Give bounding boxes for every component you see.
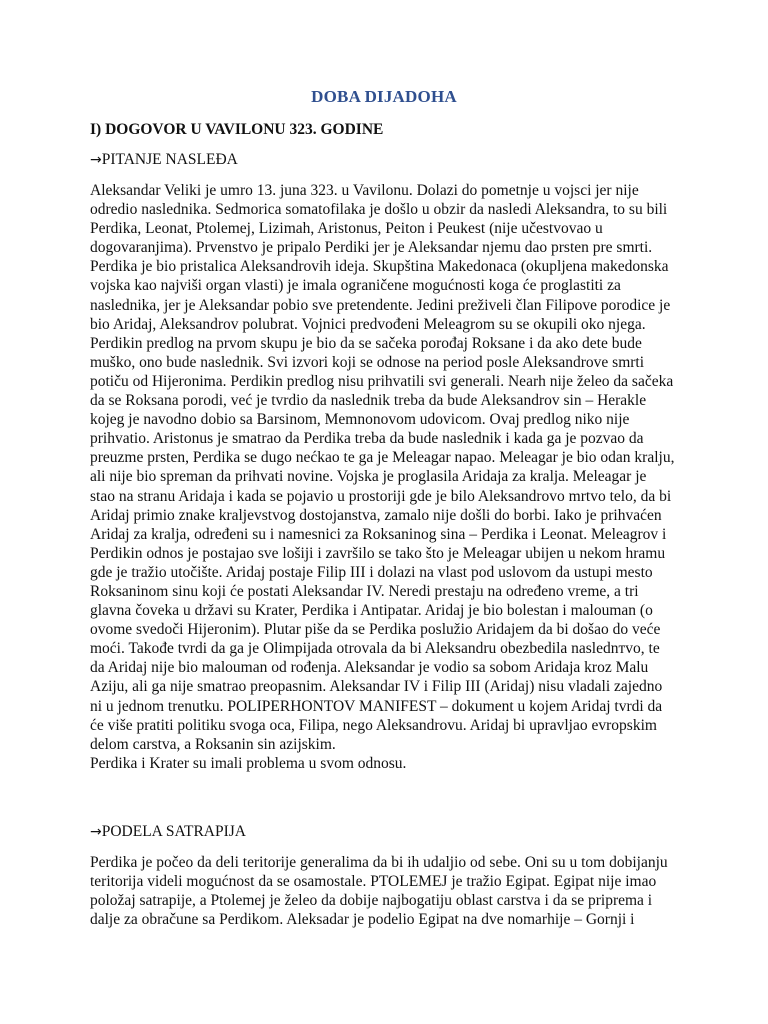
text-line: preuzme prsten, Perdika se dugo nećkao te ga je Meleagar napao. Meleagar je bio odan kralju, xyxy=(90,449,675,467)
text-line: će više pratiti politiku svoga oca, Filipa, nego Aleksandrovu. Aridaj bi upravljao evropskim xyxy=(90,716,657,734)
section-2-body xyxy=(90,853,675,929)
text-line: vojska kao najviši organ vlasti) je imala ograničene mogućnosti koga će proglastiti za xyxy=(90,277,621,295)
text-line: Perdikin odnos je postajao sve lošiji i završilo se tako što je Meleagar ubijen u nekom hramu xyxy=(90,544,666,562)
text-line: Perdika je počeo da deli teritorije generalima da bi ih udaljio od sebe. Oni su u tom dobijanju xyxy=(90,854,668,871)
text-line: Aziju, ali ga nije smatrao preopasnim. Aleksandar IV i Filip III (Aridaj) nisu vladali zajedno xyxy=(90,678,663,696)
text-line: položaj satrapije, a Ptolemej je želeo da dobije najbogatiju oblast carstva i da se priprema i xyxy=(90,892,653,910)
text-line: stao na stranu Aridaja i kada se pojavio u prostoriji gde je bilo Aleksandrovo mrtvo telo, da bi xyxy=(90,487,672,505)
text-line: ovome svedoči Hijeronim). Plutar piše da se Perdika poslužio Aridajem da bi došao do veće xyxy=(90,621,661,639)
text-line: moći. Takođe tvrdi da ga je Olimpijada otrovala da bi Aleksandru obezbedila naslednтvo, te xyxy=(90,640,660,658)
text-line: naslednika, jer je Aleksandar pobio sve pretendente. Jedini preživeli član Filipove porodice je xyxy=(90,296,671,314)
text-line: kojeg je navodno dobio sa Barsinom, Memnonovom udovicom. Ovaj predlog niko nije xyxy=(90,411,630,429)
text-line: Perdikin predlog na prvom skupu je bio da se sačeka porođaj Roksane i da ako dete bude xyxy=(90,334,642,352)
text-line: Perdika, Leonat, Ptolemej, Lizimah, Aristonus, Peiton i Peukest (nije učestvovao u xyxy=(90,220,603,238)
arrow-right-icon: → xyxy=(90,152,102,168)
section-heading-podela-satrapija xyxy=(90,823,246,841)
text-line: Roksaninom sinu koji će postati Aleksandar IV. Neredi prestaju na određeno vreme, a tri xyxy=(90,582,639,600)
text-line: prihvatio. Aristonus je smatrao da Perdika treba da bude naslednik i kada ga je pozvao da xyxy=(90,430,644,448)
section-label: PODELA SATRAPIJA xyxy=(101,823,246,840)
text-line: dalje za obračune sa Perdikom. Aleksadar je podelio Egipat na dve nomarhije – Gornji i xyxy=(90,911,635,929)
text-line: potiču od Hijeronima. Perdikin predlog nisu prihvatili svi generali. Nearh nije želeo da sačeka xyxy=(90,372,674,390)
text-line: gde je tražio utočište. Aridaj postaje Filip III i dolazi na vlast pod uslovom da ustupi mesto xyxy=(90,563,653,581)
text-line: Aridaj primio znake kraljevstvog dostojanstva, zamalo nije došli do borbi. Iako je prihvaćen xyxy=(90,506,662,524)
arrow-right-icon: → xyxy=(90,824,102,840)
section-label: PITANJE NASLEĐA xyxy=(101,151,238,168)
text-line: ni u jednom trenutku. POLIPERHONTOV MANIFEST – dokument u kojem Aridaj tvrdi da xyxy=(90,697,663,715)
text-line: odredio naslednika. Sedmorica somatofilaka je došlo u obzir da nasledi Aleksandra, to su bili xyxy=(90,201,668,219)
text-line: ali nije bio spreman da prihvati novine. Vojska je proglasila Aridaja za kralja. Meleagar je xyxy=(90,468,647,486)
chapter-heading: I) DOGOVOR U VAVILONU 323. GODINE xyxy=(90,121,384,138)
text-line: Aridaj za kralja, određeni su i namesnici za Roksaninog sina – Perdika i Leonat. Meleagrov i xyxy=(90,525,667,543)
text-line: delom carstva, a Roksanin sin azijskim. xyxy=(90,735,336,753)
text-line: teritorija videli mogućnost da se osamostale. PTOLEMEJ je tražio Egipat. Egipat nije imao xyxy=(90,873,657,891)
section-heading-pitanje-nasleda xyxy=(90,151,238,169)
document-title: DOBA DIJADOHA xyxy=(311,87,457,106)
text-line: dogovaranjima). Prvenstvo je pripalo Perdiki jer je Aleksandar njemu dao prsten pre smrti. xyxy=(90,239,653,257)
text-line: glavna čoveka u državi su Krater, Perdika i Antipatar. Aridaj je bio bolestan i malouman (o xyxy=(90,602,653,620)
text-line: Perdika je bio pristalica Aleksandrovih ideja. Skupština Makedonaca (okupljena makedonska xyxy=(90,258,669,276)
text-line: bio Aridaj, Aleksandrov polubrat. Vojnici predvođeni Meleagrom su se okupili oko njega. xyxy=(90,315,646,333)
text-line: Aleksandar Veliki je umro 13. juna 323. u Vavilonu. Dolazi do pometnje u vojsci jer nije xyxy=(90,182,639,199)
text-line: muško, ono bude naslednik. Svi izvori koji se odnose na period posle Aleksandrove smrti xyxy=(90,353,645,371)
text-line: da Aridaj nije bio malouman od rođenja. Aleksandar je vodio sa sobom Aridaja kroz Malu xyxy=(90,659,649,677)
text-line: Perdika i Krater su imali problema u svom odnosu. xyxy=(90,754,407,772)
text-line: da se Roksana porodi, već je tvrdio da naslednik treba da bude Aleksandrov sin – Herakle xyxy=(90,392,647,410)
section-1-body xyxy=(90,181,675,773)
